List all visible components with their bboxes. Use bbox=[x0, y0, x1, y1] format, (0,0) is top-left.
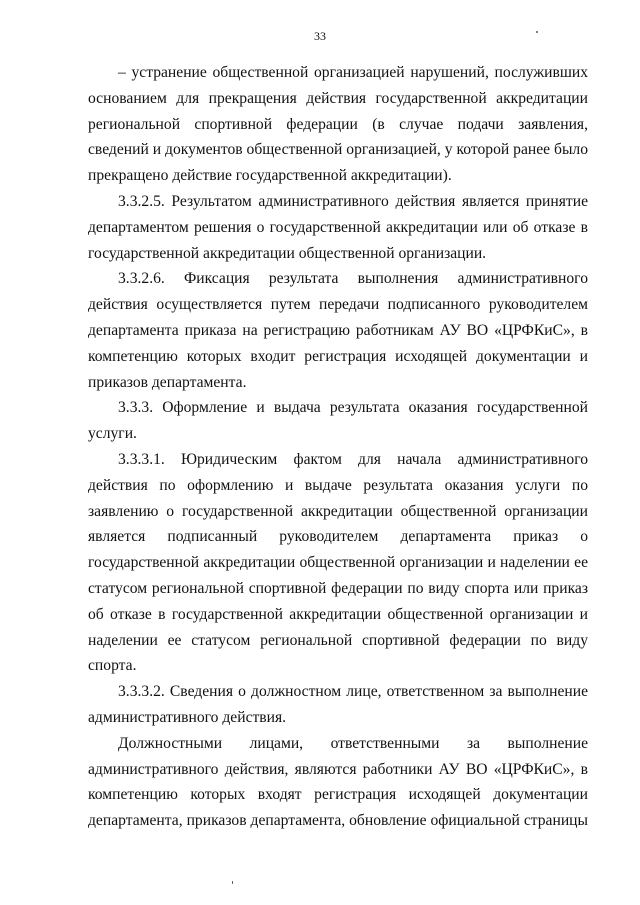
paragraph-3-3-2-6: 3.3.2.6. Фиксация результата выполнения административного действия осуществляется путем передачи подписанного руководителем департамента приказа на регистрацию работникам АУ ВО «ЦРФКиС», в компетенцию которых входит регистрация исходящей документации и приказов департамента. bbox=[88, 270, 588, 391]
paragraph-3-3-3-1: 3.3.3.1. Юридическим фактом для начала административного действия по оформлению и выдаче результата оказания услуги по заявлению о государственной аккредитации общественной организации является подписанный руководителем департамента приказ о государственной аккредитации общественной организации и наделении ее статусом региональной спортивной федерации по виду спорта или приказ об отказе в государственной аккредитации общественной организации и наделении ее статусом региональной спортивной федерации по виду спорта. bbox=[88, 450, 588, 675]
paragraph-officials: Должностными лицами, ответственными за выполнение административного действия, являются работники АУ ВО «ЦРФКиС», в компетенцию которых входят регистрация исходящей документации департамента, приказов департамента, обновление официальной страницы bbox=[88, 734, 588, 830]
scan-speck bbox=[536, 31, 538, 33]
document-body bbox=[88, 60, 588, 834]
paragraph-removal: – устранение общественной организацией нарушений, послуживших основанием для прекращения действия государственной аккредитации региональной спортивной федерации (в случае подачи заявления, сведений и документов общественной организацией, у которой ранее было прекращено действие государственной аккредитации). bbox=[88, 64, 588, 185]
paragraph-3-3-2-5: 3.3.2.5. Результатом административного действия является принятие департаментом решения о государственной аккредитации или об отказе в государственной аккредитации общественной организации. bbox=[88, 192, 588, 262]
paragraph-3-3-3-2: 3.3.3.2. Сведения о должностном лице, ответственном за выполнение административного действия. bbox=[88, 683, 588, 726]
scan-speck bbox=[232, 881, 233, 884]
page-number: 33 bbox=[314, 29, 326, 43]
paragraph-3-3-3: 3.3.3. Оформление и выдача результата оказания государственной услуги. bbox=[88, 399, 588, 443]
